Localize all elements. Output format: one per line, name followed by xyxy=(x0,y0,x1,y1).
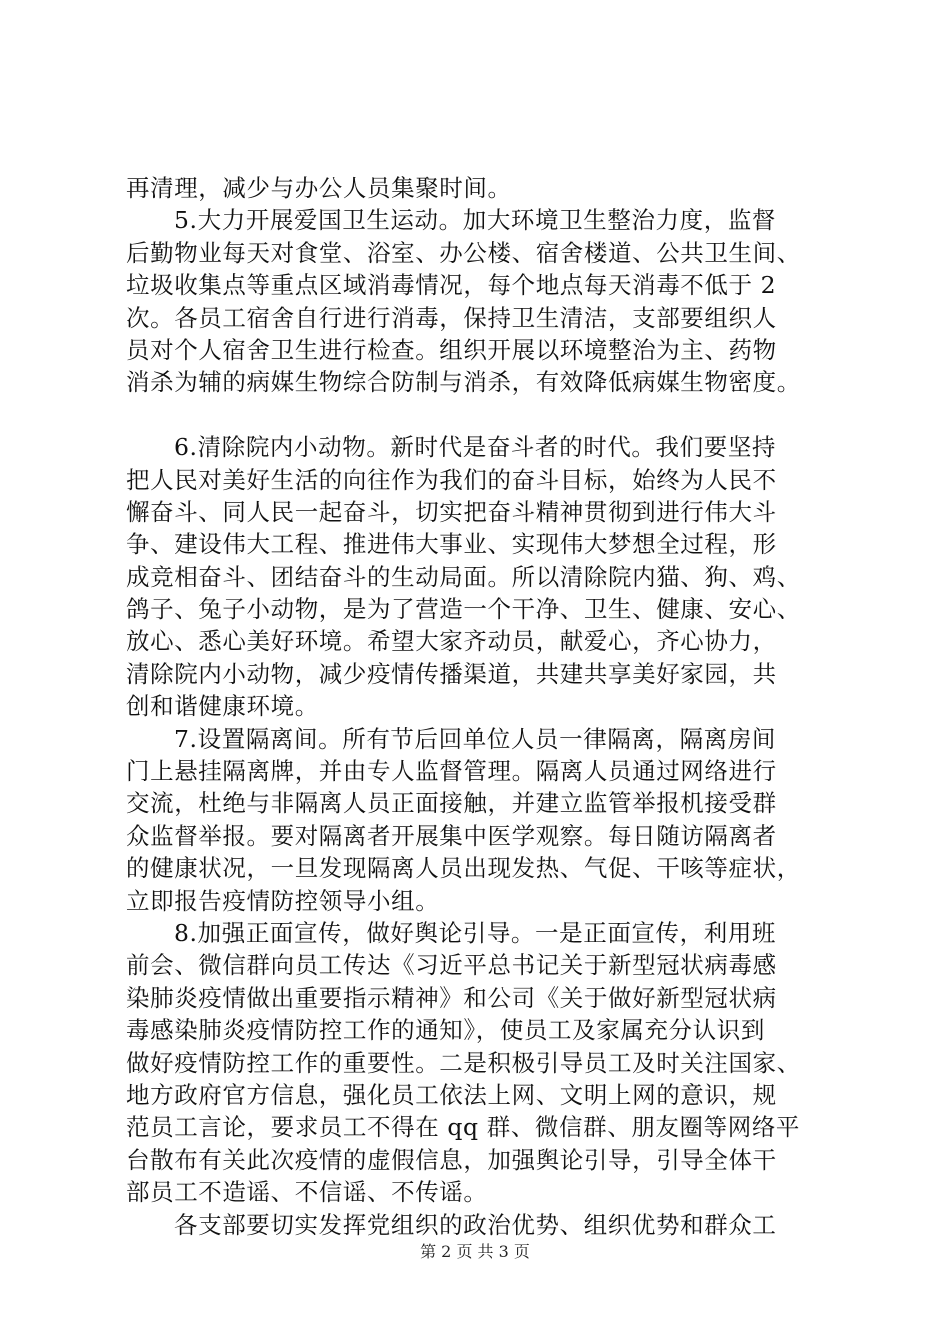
text-line: 次。各员工宿舍自行进行消毒，保持卫生清洁，支部要组织人 xyxy=(126,303,777,332)
text-line: 染肺炎疫情做出重要指示精神》和公司《关于做好新型冠状病 xyxy=(126,983,777,1012)
text-line: 消杀为辅的病媒生物综合防制与消杀，有效降低病媒生物密度。 xyxy=(126,368,801,397)
text-line: 员对个人宿舍卫生进行检查。组织开展以环境整治为主、药物 xyxy=(126,335,777,364)
text-line: 的健康状况，一旦发现隔离人员出现发热、气促、干咳等症状， xyxy=(126,854,801,883)
text-line: 8.加强正面宣传，做好舆论引导。一是正面宣传，利用班 xyxy=(174,918,777,947)
text-line: 范员工言论，要求员工不得在 qq 群、微信群、朋友圈等网络平 xyxy=(126,1113,801,1142)
text-line: 放心、悉心美好环境。希望大家齐动员，献爱心，齐心协力， xyxy=(126,627,777,656)
text-line: 垃圾收集点等重点区域消毒情况，每个地点每天消毒不低于 2 xyxy=(126,271,777,300)
text-line: 鸽子、兔子小动物，是为了营造一个干净、卫生、健康、安心、 xyxy=(126,595,801,624)
paragraph-gap xyxy=(126,399,826,431)
text-line: 6.清除院内小动物。新时代是奋斗者的时代。我们要坚持 xyxy=(174,433,777,462)
document-body xyxy=(126,172,826,1241)
text-line: 众监督举报。要对隔离者开展集中医学观察。每日随访隔离者 xyxy=(126,821,777,850)
text-line: 成竞相奋斗、团结奋斗的生动局面。所以清除院内猫、狗、鸡、 xyxy=(126,562,801,591)
text-line: 交流，杜绝与非隔离人员正面接触，并建立监管举报机接受群 xyxy=(126,789,777,818)
text-line: 再清理，减少与办公人员集聚时间。 xyxy=(126,174,512,202)
text-line: 懈奋斗、同人民一起奋斗，切实把奋斗精神贯彻到进行伟大斗 xyxy=(126,497,777,526)
text-line: 7.设置隔离间。所有节后回单位人员一律隔离，隔离房间 xyxy=(174,724,777,753)
text-line: 后勤物业每天对食堂、浴室、办公楼、宿舍楼道、公共卫生间、 xyxy=(126,238,801,267)
text-line: 毒感染肺炎疫情防控工作的通知》，使员工及家属充分认识到 xyxy=(126,1016,765,1045)
text-line: 5.大力开展爱国卫生运动。加大环境卫生整治力度，监督 xyxy=(174,206,777,235)
text-line: 创和谐健康环境。 xyxy=(126,692,319,721)
text-line: 台散布有关此次疫情的虚假信息，加强舆论引导，引导全体干 xyxy=(126,1145,777,1174)
text-line: 各支部要切实发挥党组织的政治优势、组织优势和群众工 xyxy=(174,1210,777,1239)
text-line: 门上悬挂隔离牌，并由专人监督管理。隔离人员通过网络进行 xyxy=(126,757,777,786)
text-line: 前会、微信群向员工传达《习近平总书记关于新型冠状病毒感 xyxy=(126,951,777,980)
text-line: 地方政府官方信息，强化员工依法上网、文明上网的意识，规 xyxy=(126,1080,777,1109)
text-line: 做好疫情防控工作的重要性。二是积极引导员工及时关注国家、 xyxy=(126,1048,801,1077)
text-line: 清除院内小动物，减少疫情传播渠道，共建共享美好家园，共 xyxy=(126,659,777,688)
text-line: 立即报告疫情防控领导小组。 xyxy=(126,886,440,915)
text-line: 把人民对美好生活的向往作为我们的奋斗目标，始终为人民不 xyxy=(126,465,777,494)
text-line: 部员工不造谣、不信谣、不传谣。 xyxy=(126,1178,488,1207)
page-number-footer: 第 2 页 共 3 页 xyxy=(420,1242,530,1261)
text-line: 争、建设伟大工程、推进伟大事业、实现伟大梦想全过程，形 xyxy=(126,530,777,559)
